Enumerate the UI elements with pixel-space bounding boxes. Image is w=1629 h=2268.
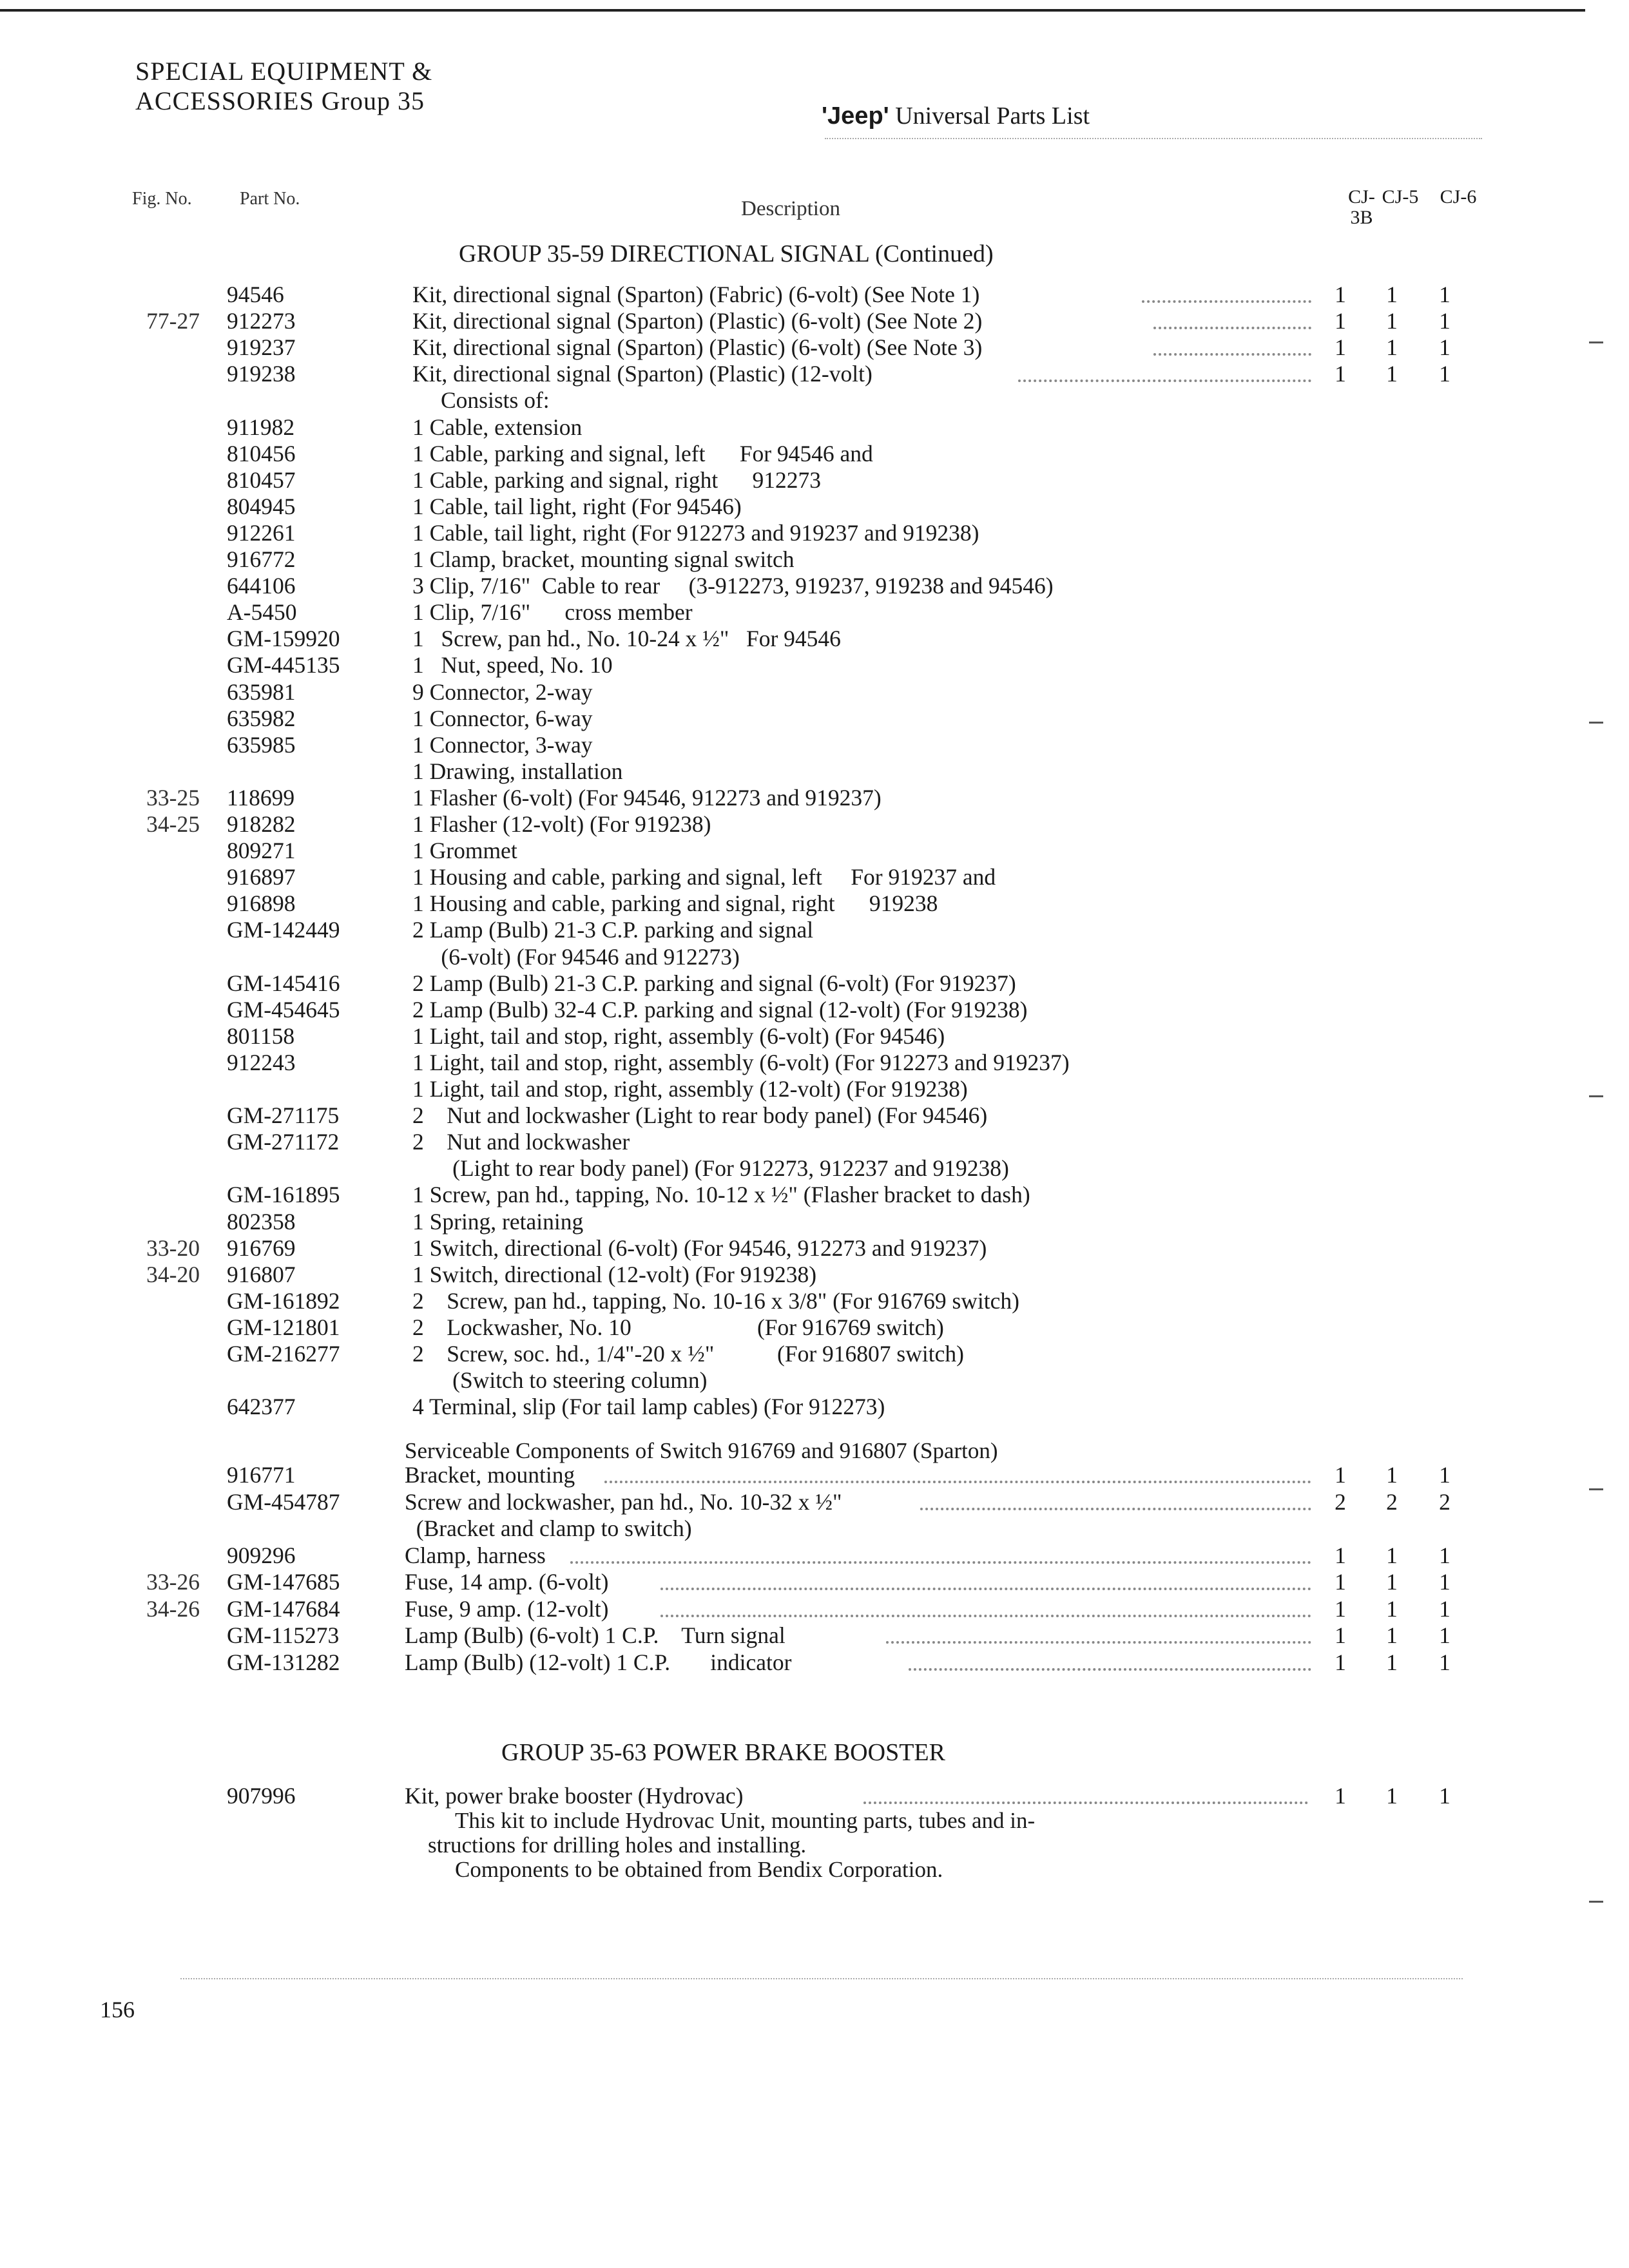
- part-number: 916898: [227, 890, 296, 917]
- part-number: 644106: [227, 573, 296, 599]
- item-description: 1 Grommet: [412, 838, 517, 864]
- column-header-description: Description: [741, 197, 840, 220]
- margin-mark: [1589, 722, 1603, 724]
- item-description: (Bracket and clamp to switch): [405, 1515, 692, 1541]
- part-number: GM-271172: [227, 1129, 340, 1155]
- column-header-model-1: CJ-3B: [1348, 186, 1375, 228]
- publication-title-text: Universal Parts List: [889, 102, 1090, 130]
- qty-model-1: 1: [1335, 1649, 1346, 1675]
- table-row: [0, 837, 1629, 864]
- table-row: [0, 1649, 1629, 1676]
- item-description: 1 Connector, 3-way: [412, 731, 593, 758]
- item-description: Kit, directional signal (Sparton) (Plastic) (12-volt): [412, 361, 872, 387]
- table-row: [0, 466, 1629, 494]
- qty-model-3: 1: [1439, 1622, 1451, 1648]
- qty-model-3: 2: [1439, 1488, 1451, 1515]
- item-description: 1 Drawing, installation: [412, 758, 623, 784]
- part-number: 642377: [227, 1394, 296, 1420]
- table-row: [0, 916, 1629, 943]
- part-number: 801158: [227, 1023, 295, 1049]
- part-number: 810457: [227, 466, 296, 493]
- table-row: [0, 1542, 1629, 1569]
- item-description: 1 Switch, directional (6-volt) (For 94546, 912273 and 919237): [412, 1235, 987, 1261]
- table-row: [0, 705, 1629, 732]
- part-number: GM-271175: [227, 1102, 340, 1129]
- leader-dots: [660, 1588, 1311, 1590]
- part-number: 94546: [227, 282, 284, 307]
- part-number: 919237: [227, 334, 296, 361]
- column-header-model-3: CJ-6: [1440, 186, 1477, 207]
- qty-model-3: 1: [1439, 1542, 1451, 1568]
- item-description: (Light to rear body panel) (For 912273, 912237 and 919238): [412, 1155, 1009, 1182]
- table-row: [0, 625, 1629, 652]
- table-row: [0, 811, 1629, 838]
- table-row: [0, 414, 1629, 441]
- qty-model-2: 1: [1386, 1783, 1398, 1809]
- qty-model-2: 1: [1386, 1595, 1398, 1622]
- leader-dots: [1153, 353, 1312, 356]
- qty-model-1: 1: [1335, 1462, 1346, 1488]
- table-row: [0, 1181, 1629, 1208]
- table-row: [0, 1461, 1629, 1488]
- qty-model-2: 1: [1386, 282, 1398, 307]
- qty-model-2: 1: [1386, 1569, 1398, 1595]
- part-number: GM-161892: [227, 1287, 340, 1314]
- section-heading-line1: SPECIAL EQUIPMENT &: [135, 57, 433, 86]
- table-row: [0, 1568, 1629, 1595]
- table-row: [0, 1287, 1629, 1314]
- item-description: 1 Light, tail and stop, right, assembly (12-volt) (For 919238): [412, 1076, 968, 1102]
- item-description: Kit, power brake booster (Hydrovac): [405, 1783, 744, 1809]
- qty-model-1: 1: [1335, 308, 1346, 334]
- table-row: [0, 1340, 1629, 1367]
- qty-model-2: 1: [1386, 308, 1398, 334]
- part-number: 916807: [227, 1261, 296, 1287]
- item-description: 1 Clip, 7/16" cross member: [412, 599, 693, 626]
- qty-model-2: 1: [1386, 1462, 1398, 1488]
- item-description: 2 Lamp (Bulb) 21-3 C.P. parking and signal: [412, 917, 814, 943]
- table-row: [0, 970, 1629, 997]
- qty-model-1: 1: [1335, 1595, 1346, 1622]
- table-row: [0, 758, 1629, 785]
- item-description: 1 Cable, extension: [412, 414, 583, 440]
- qty-model-2: 1: [1386, 334, 1398, 361]
- section-heading: [135, 57, 432, 116]
- item-description: 1 Flasher (6-volt) (For 94546, 912273 and 919237): [412, 784, 882, 811]
- table-row: [0, 863, 1629, 890]
- table-row: [0, 1208, 1629, 1235]
- part-number: GM-142449: [227, 917, 340, 943]
- part-number: GM-161895: [227, 1182, 340, 1208]
- item-description: 1 Screw, pan hd., tapping, No. 10-12 x ½" (Flasher bracket to dash): [412, 1182, 1030, 1208]
- leader-dots: [604, 1481, 1312, 1483]
- section-heading-line2: ACCESSORIES Group 35: [135, 86, 425, 115]
- item-description: Fuse, 9 amp. (12-volt): [405, 1595, 609, 1622]
- part-number: GM-147685: [227, 1569, 340, 1595]
- table-row: [0, 784, 1629, 811]
- table-row: [0, 307, 1629, 334]
- column-header-model-2: CJ-5: [1382, 186, 1419, 207]
- table-row: [0, 731, 1629, 758]
- brand-name: 'Jeep': [822, 102, 889, 130]
- table-row: [0, 996, 1629, 1023]
- item-description: Kit, directional signal (Sparton) (Plastic) (6-volt) (See Note 2): [412, 308, 983, 334]
- item-description: Fuse, 14 amp. (6-volt): [405, 1569, 609, 1595]
- item-description: 1 Housing and cable, parking and signal, left For 919237 and: [412, 864, 996, 890]
- table-row: [0, 546, 1629, 573]
- part-number: GM-145416: [227, 970, 340, 996]
- figure-number: 77-27: [146, 308, 200, 334]
- table-row: [0, 1023, 1629, 1050]
- item-description: Clamp, harness: [405, 1542, 546, 1568]
- qty-model-1: 1: [1335, 1569, 1346, 1595]
- qty-model-2: 1: [1386, 1622, 1398, 1648]
- figure-number: 33-20: [146, 1235, 200, 1261]
- part-number: 918282: [227, 811, 296, 837]
- qty-model-3: 1: [1439, 1783, 1451, 1809]
- table-row: [0, 1261, 1629, 1288]
- figure-number: 34-20: [146, 1261, 200, 1287]
- qty-model-3: 1: [1439, 1649, 1451, 1675]
- table-row: [0, 943, 1629, 970]
- part-number: 909296: [227, 1542, 296, 1568]
- part-number: 635982: [227, 705, 296, 731]
- publication-title: [822, 102, 1090, 130]
- table-row: [0, 440, 1629, 467]
- item-description: 1 Spring, retaining: [412, 1208, 584, 1235]
- qty-model-1: 1: [1335, 334, 1346, 361]
- qty-model-3: 1: [1439, 308, 1451, 334]
- column-header-fig-no: Fig. No.: [132, 189, 192, 209]
- table-row: [0, 519, 1629, 546]
- item-description: Lamp (Bulb) (12-volt) 1 C.P. indicator: [405, 1649, 792, 1675]
- leader-dots: [909, 1668, 1311, 1671]
- qty-model-1: 2: [1335, 1488, 1346, 1515]
- group-35-59-title: GROUP 35-59 DIRECTIONAL SIGNAL (Continued): [459, 240, 994, 267]
- table-row: [0, 493, 1629, 520]
- table-row-907996: [0, 1782, 1629, 1809]
- qty-model-3: 1: [1439, 361, 1451, 387]
- qty-model-2: 1: [1386, 361, 1398, 387]
- item-description: 1 Cable, parking and signal, right 912273: [412, 466, 821, 493]
- item-description: 1 Nut, speed, No. 10: [412, 652, 613, 678]
- table-row: [0, 1128, 1629, 1155]
- part-number: GM-115273: [227, 1622, 340, 1648]
- part-number: 802358: [227, 1208, 296, 1235]
- leader-dots: [1018, 380, 1312, 382]
- margin-mark: [1589, 341, 1603, 343]
- item-description: 1 Cable, tail light, right (For 912273 and 919237 and 919238): [412, 519, 979, 546]
- item-description: 2 Lockwasher, No. 10 (For 916769 switch): [412, 1314, 944, 1340]
- table-row: [0, 360, 1629, 387]
- item-description: Screw and lockwasher, pan hd., No. 10-32 x ½": [405, 1488, 842, 1515]
- table-row: [0, 890, 1629, 917]
- part-number: 919238: [227, 361, 296, 387]
- part-number: 635981: [227, 678, 296, 705]
- item-description: Consists of:: [441, 387, 550, 414]
- part-number: 635985: [227, 731, 296, 758]
- leader-dots: [1142, 300, 1311, 303]
- item-description: 1 Switch, directional (12-volt) (For 919238): [412, 1261, 817, 1287]
- top-rule: [0, 9, 1585, 12]
- table-row: [0, 281, 1629, 308]
- part-number: GM-159920: [227, 626, 340, 652]
- part-number: 916772: [227, 546, 296, 572]
- part-number: 118699: [227, 784, 295, 811]
- part-number: GM-131282: [227, 1649, 340, 1675]
- item-description: 1 Flasher (12-volt) (For 919238): [412, 811, 711, 837]
- kit-note-line2: structions for drilling holes and installing.: [428, 1832, 807, 1858]
- footer-rule: [180, 1978, 1463, 1979]
- item-description: 1 Light, tail and stop, right, assembly (6-volt) (For 94546): [412, 1023, 945, 1049]
- item-description: (6-volt) (For 94546 and 912273): [412, 943, 740, 970]
- qty-model-1: 1: [1335, 282, 1346, 307]
- leader-dots: [660, 1615, 1311, 1617]
- leader-dots: [1153, 327, 1312, 329]
- part-number: 907996: [227, 1783, 296, 1809]
- item-description: 1 Connector, 6-way: [412, 705, 593, 731]
- table-row: [0, 1075, 1629, 1102]
- item-description: 1 Screw, pan hd., No. 10-24 x ½" For 94546: [412, 626, 841, 652]
- kit-note-line1: This kit to include Hydrovac Unit, mounting parts, tubes and in-: [455, 1808, 1036, 1833]
- part-number: 912261: [227, 519, 296, 546]
- header-underline: [825, 138, 1482, 139]
- part-number: GM-454787: [227, 1488, 340, 1515]
- kit-note-line3: Components to be obtained from Bendix Corporation.: [455, 1857, 943, 1882]
- item-description: Lamp (Bulb) (6-volt) 1 C.P. Turn signal: [405, 1622, 786, 1648]
- part-number: 810456: [227, 440, 296, 466]
- margin-mark: [1589, 1901, 1603, 1903]
- qty-model-3: 1: [1439, 1462, 1451, 1488]
- part-number: A-5450: [227, 599, 297, 626]
- table-row: [0, 334, 1629, 361]
- table-row: [0, 1622, 1629, 1649]
- qty-model-2: 1: [1386, 1649, 1398, 1675]
- table-row: [0, 678, 1629, 706]
- table-row: [0, 1049, 1629, 1076]
- qty-model-3: 1: [1439, 282, 1451, 307]
- leader-dots: [886, 1641, 1311, 1644]
- figure-number: 33-26: [146, 1569, 200, 1595]
- part-number: 912243: [227, 1049, 296, 1075]
- qty-model-1: 1: [1335, 361, 1346, 387]
- part-number: GM-216277: [227, 1341, 340, 1367]
- table-row: [0, 1155, 1629, 1182]
- qty-model-1: 1: [1335, 1542, 1346, 1568]
- leader-dots: [863, 1802, 1308, 1804]
- table-row: [0, 1393, 1629, 1420]
- item-description: Kit, directional signal (Sparton) (Plastic) (6-volt) (See Note 3): [412, 334, 983, 361]
- table-row: [0, 1314, 1629, 1341]
- item-description: 2 Screw, soc. hd., 1/4"-20 x ½" (For 916807 switch): [412, 1341, 964, 1367]
- item-description: 2 Nut and lockwasher (Light to rear body panel) (For 94546): [412, 1102, 988, 1129]
- table-row: [0, 1102, 1629, 1129]
- leader-dots: [570, 1561, 1311, 1564]
- item-description: 2 Lamp (Bulb) 21-3 C.P. parking and signal (6-volt) (For 919237): [412, 970, 1016, 996]
- table-row: [0, 1488, 1629, 1515]
- table-row: [0, 387, 1629, 414]
- item-description: 9 Connector, 2-way: [412, 678, 593, 705]
- figure-number: 34-25: [146, 811, 200, 837]
- item-description: 2 Lamp (Bulb) 32-4 C.P. parking and signal (12-volt) (For 919238): [412, 996, 1028, 1023]
- part-number: GM-454645: [227, 996, 340, 1023]
- qty-model-3: 1: [1439, 334, 1451, 361]
- item-description: 3 Clip, 7/16" Cable to rear (3-912273, 919237, 919238 and 94546): [412, 573, 1054, 599]
- part-number: 809271: [227, 838, 296, 864]
- part-number: 911982: [227, 414, 295, 440]
- table-row: [0, 1595, 1629, 1622]
- part-number: 916771: [227, 1462, 296, 1488]
- item-description: 2 Screw, pan hd., tapping, No. 10-16 x 3/8" (For 916769 switch): [412, 1287, 1019, 1314]
- qty-model-3: 1: [1439, 1569, 1451, 1595]
- part-number: GM-121801: [227, 1314, 340, 1340]
- item-description: 1 Cable, tail light, right (For 94546): [412, 493, 742, 519]
- serviceable-components-title: Serviceable Components of Switch 916769 and 916807 (Sparton): [405, 1438, 998, 1463]
- item-description: 1 Cable, parking and signal, left For 94546 and: [412, 440, 873, 466]
- qty-model-3: 1: [1439, 1595, 1451, 1622]
- part-number: 912273: [227, 308, 296, 334]
- part-number: 916769: [227, 1235, 296, 1261]
- part-number: 804945: [227, 493, 296, 519]
- leader-dots: [920, 1508, 1312, 1510]
- table-row: [0, 1367, 1629, 1394]
- margin-mark: [1589, 1095, 1603, 1097]
- item-description: Bracket, mounting: [405, 1462, 575, 1488]
- part-number: 916897: [227, 864, 296, 890]
- item-description: 1 Clamp, bracket, mounting signal switch: [412, 546, 795, 572]
- figure-number: 34-26: [146, 1595, 200, 1622]
- item-description: 2 Nut and lockwasher: [412, 1129, 630, 1155]
- item-description: 4 Terminal, slip (For tail lamp cables) (For 912273): [412, 1394, 885, 1420]
- qty-model-2: 1: [1386, 1542, 1398, 1568]
- item-description: Kit, directional signal (Sparton) (Fabric) (6-volt) (See Note 1): [412, 282, 980, 307]
- column-header-part-no: Part No.: [240, 189, 300, 209]
- item-description: 1 Housing and cable, parking and signal, right 919238: [412, 890, 938, 917]
- qty-model-1: 1: [1335, 1622, 1346, 1648]
- item-description: 1 Light, tail and stop, right, assembly (6-volt) (For 912273 and 919237): [412, 1049, 1070, 1075]
- group-35-63-title: GROUP 35-63 POWER BRAKE BOOSTER: [501, 1739, 945, 1766]
- qty-model-2: 2: [1386, 1488, 1398, 1515]
- margin-mark: [1589, 1488, 1603, 1490]
- part-number: GM-445135: [227, 652, 340, 678]
- table-row: [0, 572, 1629, 599]
- table-row: [0, 651, 1629, 678]
- qty-model-1: 1: [1335, 1783, 1346, 1809]
- item-description: (Switch to steering column): [412, 1367, 708, 1394]
- table-row: [0, 1515, 1629, 1542]
- table-row: [0, 599, 1629, 626]
- table-row: [0, 1235, 1629, 1262]
- part-number: GM-147684: [227, 1595, 340, 1622]
- figure-number: 33-25: [146, 784, 200, 811]
- page-number: 156: [100, 1997, 135, 2023]
